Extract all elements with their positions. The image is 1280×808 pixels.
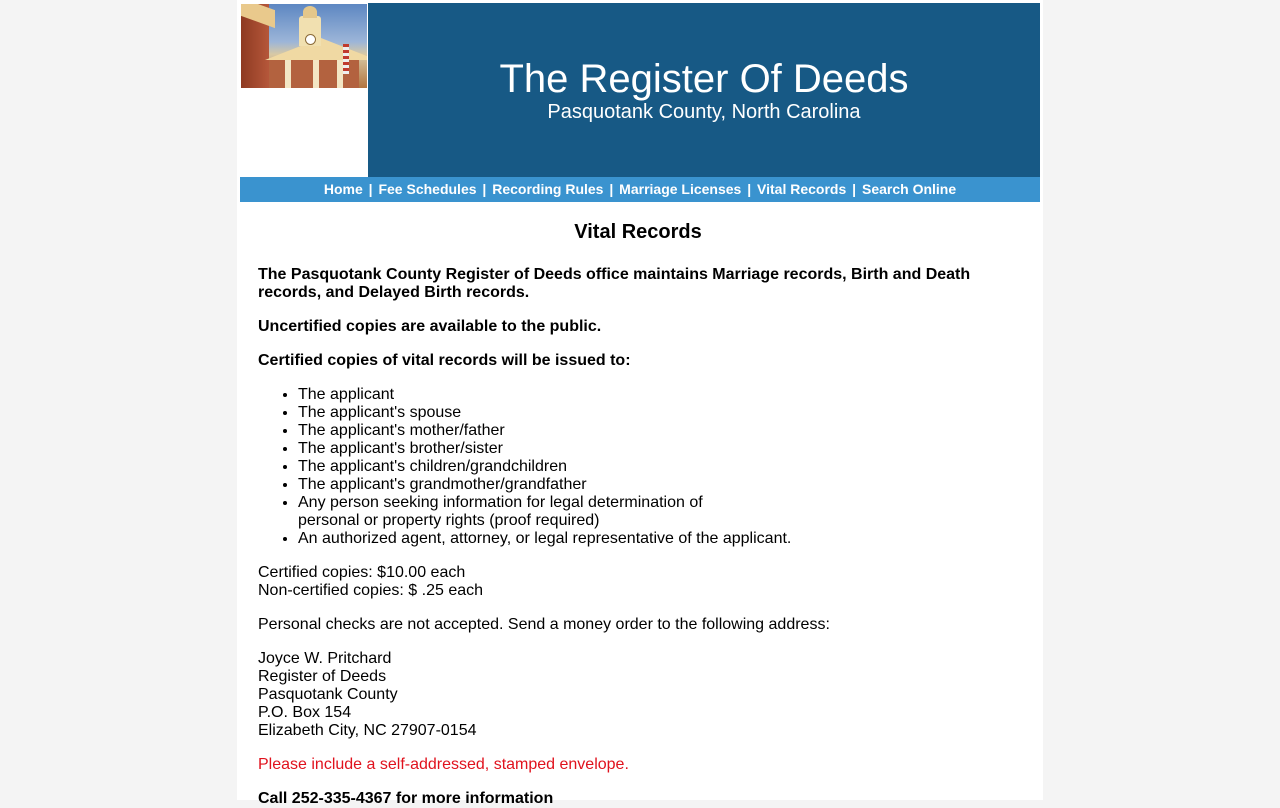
site-title: The Register Of Deeds: [499, 57, 909, 101]
certified-heading: Certified copies of vital records will be issued to:: [258, 352, 631, 369]
address-city: Elizabeth City, NC 27907-0154: [258, 722, 477, 739]
nav-marriage-licenses[interactable]: Marriage Licenses: [619, 181, 742, 197]
page-title: Vital Records: [574, 221, 702, 243]
nav-separator: |: [852, 181, 857, 197]
main-content: [258, 202, 1018, 808]
nav-home[interactable]: Home: [323, 181, 363, 197]
nav-separator: |: [747, 181, 752, 197]
list-item-line: personal or property rights (proof required): [298, 512, 600, 529]
list-item: • The applicant's mother/father: [298, 422, 1018, 440]
site-subtitle: Pasquotank County, North Carolina: [547, 101, 861, 123]
page-container: [237, 0, 1043, 807]
list-item: • The applicant's grandmother/grandfather: [298, 476, 1018, 494]
list-item: • An authorized agent, attorney, or legal representative of the applicant.: [298, 530, 1018, 548]
call-note: Call 252-335-4367 for more information: [258, 790, 554, 807]
nav-recording-rules[interactable]: Recording Rules: [492, 181, 604, 197]
site-header: [240, 3, 1040, 177]
main-nav: [240, 177, 1040, 202]
nav-search-online[interactable]: Search Online: [861, 181, 957, 197]
nav-separator: |: [368, 181, 373, 197]
list-item: • The applicant's spouse: [298, 404, 1018, 422]
header-banner: [368, 3, 1040, 177]
list-item: • The applicant's children/grandchildren: [298, 458, 1018, 476]
clock-icon: [305, 34, 316, 45]
photo-column: [313, 60, 319, 88]
photo-column: [285, 60, 291, 88]
envelope-note: Please include a self-addressed, stamped envelope.: [258, 756, 629, 773]
eligible-list: [258, 386, 1018, 548]
fees-block: [258, 564, 1018, 600]
mailing-address: [258, 650, 1018, 740]
list-item: [298, 494, 1018, 530]
intro-text: The Pasquotank County Register of Deeds office maintains Marriage records, Birth and Death records, and Delayed Birth records.: [258, 266, 971, 301]
address-title: Register of Deeds: [258, 668, 387, 685]
courthouse-photo: [241, 4, 367, 88]
address-county: Pasquotank County: [258, 686, 398, 703]
non-certified-fee: Non-certified copies: $ .25 each: [258, 582, 484, 599]
payment-note: Personal checks are not accepted. Send a money order to the following address:: [258, 616, 830, 633]
address-name: Joyce W. Pritchard: [258, 650, 392, 667]
nav-fee-schedules[interactable]: Fee Schedules: [378, 181, 477, 197]
nav-separator: |: [609, 181, 614, 197]
photo-cupola: [303, 6, 317, 18]
list-item-line: Any person seeking information for legal determination of: [298, 494, 703, 511]
uncertified-text: Uncertified copies are available to the public.: [258, 318, 602, 335]
address-po-box: P.O. Box 154: [258, 704, 352, 721]
list-item: • The applicant's brother/sister: [298, 440, 1018, 458]
flag-icon: [343, 44, 349, 74]
nav-separator: |: [482, 181, 487, 197]
nav-vital-records[interactable]: Vital Records: [757, 181, 847, 197]
certified-fee: Certified copies: $10.00 each: [258, 564, 466, 581]
list-item: • The applicant: [298, 386, 1018, 404]
